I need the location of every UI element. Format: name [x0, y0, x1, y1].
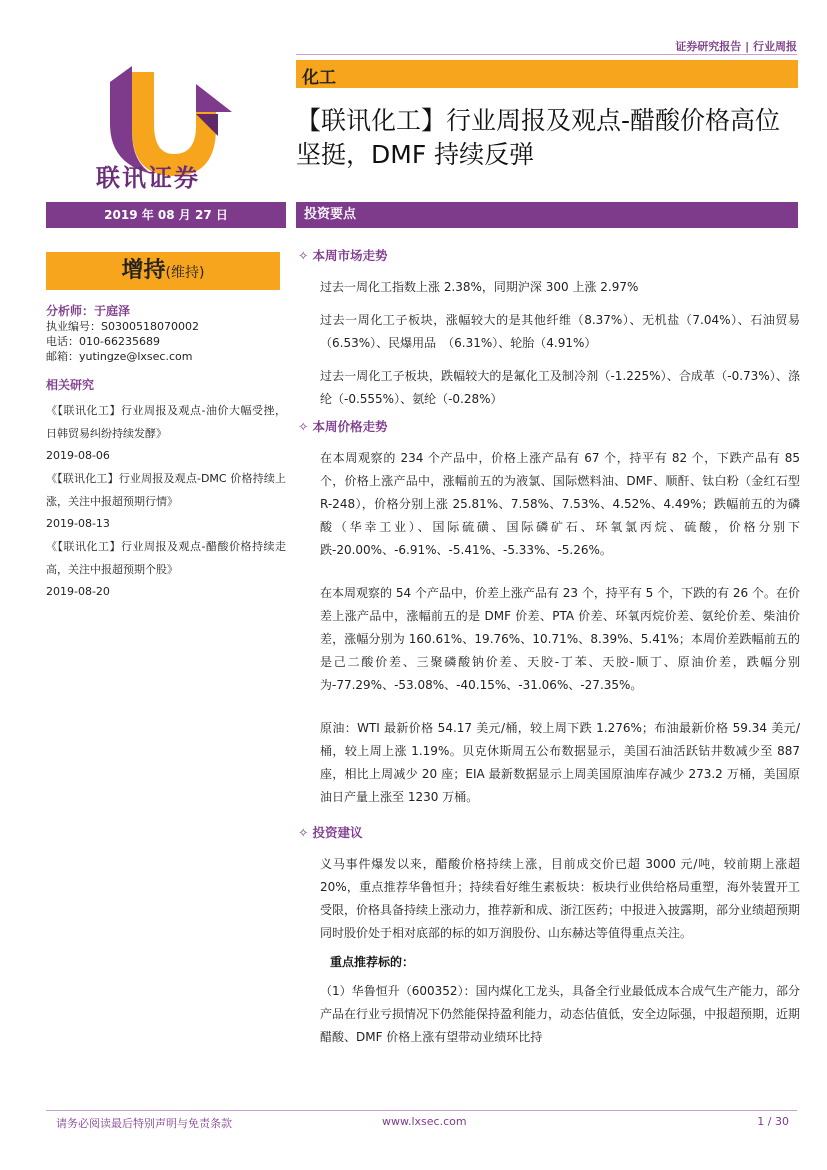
price-paragraph: 在本周观察的 54 个产品中，价差上涨产品有 23 个，持平有 5 个，下跌的有 26 个。在价差上涨产品中，涨幅前五的是 DMF 价差、PTA 价差、环氧丙烷价差、氨纶价差、柴油价差，涨幅分别为 160.61%、19.76%、10.71%、8.39%、5.41%；本周价差跌幅前五的是己二酸价差、三聚磷酸钠价差、天胶-丁苯、天胶-顺丁、原油价差，跌幅分别为-77.29%、-53.08%、-40.15%、-31.06%、-27.35%。 — [320, 586, 800, 692]
price-paragraph: 原油：WTI 最新价格 54.17 美元/桶，较上周下跌 1.276%；布油最新价格 59.34 美元/桶，较上周上涨 1.19%。贝克休斯周五公布数据显示，美国石油活跃钻井数减少至 887 座，相比上周减少 20 座；EIA 最新数据显示上周美国原油库存减少 273.2 万桶，美国原油日产量上涨至 1230 万桶。 — [320, 721, 800, 804]
sector-bar — [296, 60, 798, 88]
rating-value: 增持 — [121, 258, 166, 283]
diamond-star-icon: ✧ — [298, 825, 309, 840]
analyst-license: 执业编号：S0300518070002 — [46, 320, 199, 333]
diamond-star-icon: ✧ — [298, 248, 309, 263]
footer-disclaimer[interactable]: 请务必阅读最后特别声明与免责条款 — [56, 1117, 232, 1130]
page-number: 1 / 30 — [757, 1115, 789, 1128]
analyst-email[interactable]: 邮箱：yutingze@lxsec.com — [46, 350, 193, 363]
related-research-date: 2019-08-20 — [46, 585, 110, 598]
analyst-phone: 电话：010-66235689 — [46, 335, 160, 348]
related-research-date: 2019-08-06 — [46, 449, 110, 462]
related-research-item[interactable]: 《【联讯化工】行业周报及观点-DMC 价格持续上涨，关注中报超预期行情》 — [46, 472, 286, 508]
market-paragraph: 过去一周化工指数上涨 2.38%，同期沪深 300 上涨 2.97% — [320, 280, 639, 294]
main-content — [298, 246, 800, 1049]
market-paragraph: 过去一周化工子板块，跌幅较大的是氟化工及制冷剂（-1.225%）、合成革（-0.73%）、涤纶（-0.555%）、氨纶（-0.28%） — [320, 369, 800, 406]
advice-paragraph: （1）华鲁恒升（600352）：国内煤化工龙头，具备全行业最低成本合成气生产能力，部分产品在行业亏损情况下仍然能保持盈利能力，动态估值低，安全边际强，中报超预期，近期醋酸、DMF 价格上涨有望带动业绩环比持 — [320, 984, 801, 1044]
market-paragraph: 过去一周化工子板块，涨幅较大的是其他纤维（8.37%）、无机盐（7.04%）、石油贸易（6.53%）、民爆用品 （6.31%）、轮胎（4.91%） — [320, 313, 800, 350]
sector-label: 化工 — [302, 68, 336, 88]
report-date: 2019 年 08 月 27 日 — [46, 202, 286, 228]
rating-note: (维持) — [165, 265, 205, 281]
rating-badge — [46, 252, 280, 290]
footer-website-link[interactable]: www.lxsec.com — [382, 1115, 467, 1128]
analyst-name: 分析师：于庭泽 — [46, 304, 131, 318]
related-research-item[interactable]: 《【联讯化工】行业周报及观点-醋酸价格持续走高，关注中报超预期个股》 — [46, 540, 286, 576]
left-column — [46, 304, 286, 603]
report-title: 【联讯化工】行业周报及观点-醋酸价格高位坚挺，DMF 持续反弹 — [296, 106, 781, 169]
top-divider — [296, 54, 797, 55]
related-research-item[interactable]: 《【联讯化工】行业周报及观点-油价大幅受挫，日韩贸易纠纷持续发酵》 — [46, 404, 286, 440]
market-heading: ✧ 本周市场走势 — [298, 248, 388, 263]
advice-paragraph: 义马事件爆发以来，醋酸价格持续上涨，目前成交价已超 3000 元/吨，较前期上涨超 20%，重点推荐华鲁恒升；持续看好维生素板块：板块行业供给格局重塑，海外装置开工受限，价格具备持续上涨动力，推荐新和成、浙江医药；中报进入披露期，部分业绩超预期同时股价处于相对底部的标的如万润股份、山东赫达等值得重点关注。 — [320, 857, 801, 940]
related-research-title: 相关研究 — [46, 378, 95, 392]
report-type-tag: 证券研究报告 | 行业周报 — [675, 40, 797, 53]
advice-heading: ✧ 投资建议 — [298, 825, 363, 840]
key-picks-heading: 重点推荐标的： — [330, 955, 415, 969]
logo-text: 联讯证券 — [96, 163, 200, 192]
footer-divider — [46, 1110, 797, 1111]
price-paragraph: 在本周观察的 234 个产品中，价格上涨产品有 67 个，持平有 82 个，下跌产品有 85 个，价格上涨产品中，涨幅前五的为液氯、国际燃料油、DMF、顺酐、钛白粉（金红石型 R-248），价格分别上涨 25.81%、7.58%、7.53%、4.52%、4.49%；跌幅前五的为磷酸（华幸工业）、国际硫磺、国际磷矿石、环氧氯丙烷、硫酸，价格分别下跌-20.00%、-6.91%、-5.41%、-5.33%、-5.26%。 — [320, 451, 800, 557]
section-header: 投资要点 — [296, 202, 798, 228]
related-research-date: 2019-08-13 — [46, 517, 110, 530]
diamond-star-icon: ✧ — [298, 419, 309, 434]
price-heading: ✧ 本周价格走势 — [298, 419, 388, 434]
